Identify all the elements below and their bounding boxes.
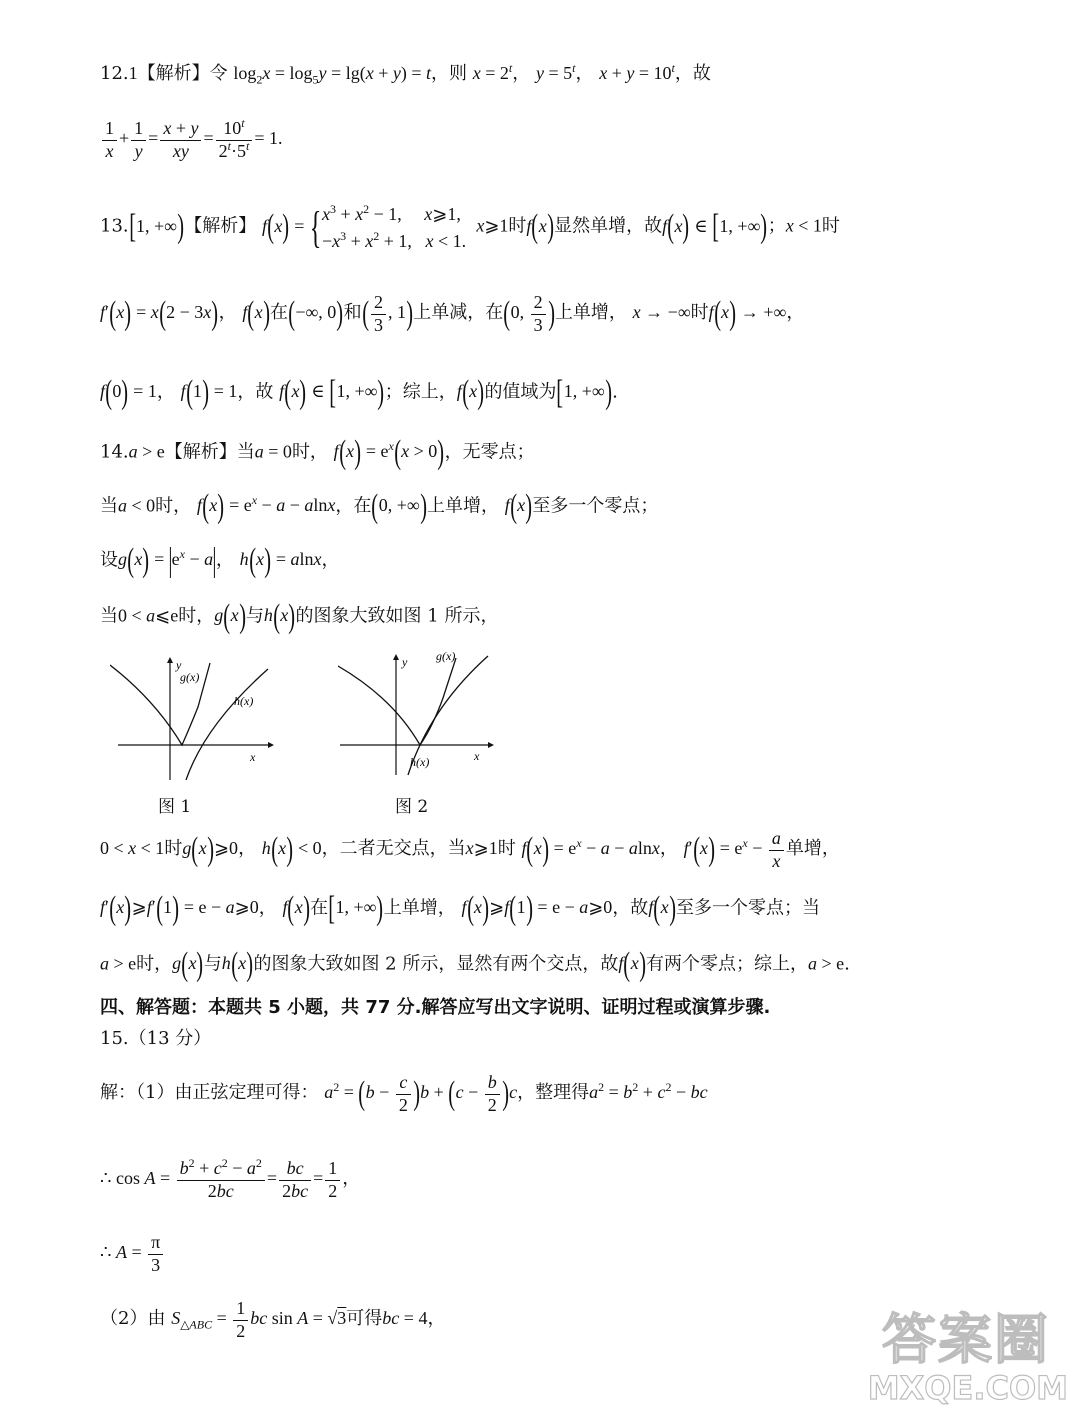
q13-line3 bbox=[100, 372, 618, 415]
frac-bc: $\frac{bc}{2bc}$ bbox=[279, 1158, 311, 1202]
q14-line7 bbox=[100, 944, 850, 987]
q13-range-is: 的值域为 bbox=[484, 381, 557, 403]
frac-10t: $\frac{10^t}{2^t\cdot 5^t}$ bbox=[216, 118, 253, 162]
q13-comma-3: ， bbox=[156, 381, 175, 403]
q14-a-gt-e: a > e bbox=[100, 953, 137, 974]
fig1-y-label: y bbox=[176, 658, 182, 672]
q12-comma-2: ， bbox=[575, 63, 594, 84]
q13-answer: [1, +∞) bbox=[128, 208, 185, 246]
q14-fprime: $f'(x) = e^x$ − $\frac{a}{x}$ bbox=[684, 838, 786, 858]
q14-comma-2: ， bbox=[321, 549, 340, 571]
fig2-x-label: x bbox=[474, 749, 480, 763]
q15-line4 bbox=[100, 1298, 445, 1342]
q14-g-pos: g(x)⩾0 bbox=[182, 830, 239, 868]
q12-end: . bbox=[277, 128, 283, 149]
q14-l5-time2: 时 bbox=[497, 838, 516, 860]
q13-final: [1, +∞) bbox=[556, 374, 612, 411]
fig2-y-arrow bbox=[393, 654, 399, 660]
q15-area: $S_{\triangle ABC}$ = $\frac{1}{2}$ bc sin A = √3 bbox=[171, 1298, 347, 1341]
q14-conclusion: a > e bbox=[808, 953, 845, 974]
q13-limit: x → −∞ bbox=[632, 302, 691, 323]
q14-fx-exp: $f(x) = e^x(x > 0)$ bbox=[333, 434, 445, 471]
q13-therefore: ，故 bbox=[237, 381, 274, 403]
q14-answer: a > e bbox=[128, 441, 165, 462]
q14-comma-1: ， bbox=[215, 549, 234, 571]
figure-1-caption: 图 1 bbox=[158, 797, 192, 817]
q14-line3 bbox=[100, 540, 339, 583]
q13-semi: ； bbox=[767, 215, 786, 237]
figure-2-caption: 图 2 bbox=[395, 797, 429, 817]
q14-l1-no-zero: ，无零点； bbox=[444, 441, 535, 463]
q12-tag: 【解析】 bbox=[137, 63, 210, 84]
q13-limit-2: f(x) → +∞ bbox=[708, 294, 787, 332]
frac-pi3: $\frac{\pi}{3}$ bbox=[148, 1232, 163, 1276]
q14-gx-2: g(x) bbox=[172, 946, 204, 983]
q13-line2 bbox=[100, 292, 804, 336]
q13-comma-1: ， bbox=[218, 302, 237, 324]
q14-fx-6: f(x) bbox=[618, 946, 646, 983]
q15-simplified: $a^2 = b^2 + c^2$ − bc bbox=[589, 1080, 708, 1103]
q13-summary: ；综上， bbox=[384, 381, 457, 403]
q14-fx-def-2: $f(x) = e^x - a - alnx$ bbox=[521, 830, 660, 868]
watermark-logo bbox=[867, 1297, 1070, 1407]
frac-xy: $\frac{x + y}{xy}$ bbox=[160, 118, 201, 162]
watermark-line1: 答案圈 bbox=[882, 1308, 1050, 1371]
fig1-h-label: h(x) bbox=[234, 694, 254, 708]
q13-comma-2: ， bbox=[786, 302, 805, 324]
q14-l4-time: 时， bbox=[178, 605, 215, 627]
q14-l6-on: 在 bbox=[310, 897, 329, 919]
q14-line1 bbox=[100, 432, 535, 475]
q13-inc: 上单增， bbox=[554, 302, 627, 324]
q13-fx-2: f(x) bbox=[242, 294, 270, 332]
q14-l7-and: 与 bbox=[203, 953, 222, 975]
q14-fprime-ge: f′(x)⩾f′(1) = e − a⩾0 bbox=[100, 890, 259, 927]
fig2-g-curve bbox=[338, 658, 456, 745]
q14-l4-text: 的图象大致如图 1 所示， bbox=[295, 605, 499, 627]
q13-on: 在 bbox=[269, 302, 288, 324]
q14-l1-when: 当 bbox=[236, 441, 255, 463]
q14-l6-inc: 上单增， bbox=[383, 897, 456, 919]
q13-and: 和 bbox=[343, 302, 362, 324]
q13-case-text: 时 bbox=[508, 215, 527, 237]
q14-l5-time: 时 bbox=[164, 838, 183, 860]
frac-1-x: $\frac{1}{x}$ bbox=[102, 118, 117, 162]
fig2-g-label: g(x) bbox=[436, 649, 456, 663]
q12-formula-4: $x + y = 10^t$ bbox=[599, 61, 675, 83]
frac-half: $\frac{1}{2}$ bbox=[325, 1158, 340, 1202]
q14-l3-let: 设 bbox=[100, 549, 118, 571]
q15-p4-end: ， bbox=[427, 1308, 446, 1330]
q14-line5 bbox=[100, 828, 840, 872]
q15-p1-pre: 解：（1）由正弦定理可得： bbox=[100, 1082, 319, 1104]
fig1-y-arrow bbox=[167, 657, 173, 663]
q14-x-ge1: x⩾1 bbox=[465, 838, 498, 859]
fig1-x-arrow bbox=[268, 742, 274, 748]
q15-line2: ∴ cos A = $\frac{b^2 + c^2 - a^2}{2bc}$ = $\frac{bc}{2bc}$ = $\frac{1}{2}$ ， bbox=[100, 1156, 361, 1201]
q15-line1 bbox=[100, 1072, 708, 1116]
section-heading: 四、解答题：本题共 5 小题，共 77 分.解答应写出文字说明、证明过程或演算步骤. bbox=[100, 997, 771, 1018]
q12-formula-1: $\log_2x = \log_5y = \lg(x + y) = t$ bbox=[233, 63, 432, 87]
q15-bc4: bc = 4 bbox=[382, 1308, 428, 1329]
figure-2 bbox=[338, 648, 498, 778]
fig2-h-label: h(x) bbox=[410, 755, 430, 769]
q14-l7-text: 的图象大致如图 2 所示，显然有两个交点，故 bbox=[253, 953, 619, 975]
q14-interval-2: [1, +∞) bbox=[328, 890, 384, 927]
q14-fx-def: $f(x) = e^x - a - alnx$ bbox=[196, 488, 336, 525]
q14-l6-so: ，故 bbox=[612, 897, 649, 919]
fig2-y-label: y bbox=[402, 655, 408, 669]
q13-end: . bbox=[612, 381, 618, 403]
q15-therefore-2: ∴ bbox=[100, 1242, 112, 1263]
q14-l2-on: ，在 bbox=[335, 495, 372, 517]
q13-f0: f(0) = 1 bbox=[100, 374, 157, 411]
fig1-g-label: g(x) bbox=[180, 670, 200, 684]
q13-piecewise: f(x) = { $x^3 + x^2 - 1$, x⩾1, $-x^3 + x^2 + 1$, x < 1. bbox=[262, 202, 467, 252]
q14-hx: h(x) bbox=[263, 598, 296, 635]
q14-l5-inc: 单增， bbox=[785, 838, 840, 860]
q14-a-range: 0 < a⩽e bbox=[118, 605, 179, 626]
q15-therefore-1: ∴ bbox=[100, 1168, 112, 1189]
q14-l2-atmost: 至多一个零点； bbox=[532, 495, 659, 517]
q13-interval-1: (−∞, 0) bbox=[288, 294, 344, 332]
q14-l2-when: 当 bbox=[100, 495, 118, 517]
frac-1-y: $\frac{1}{y}$ bbox=[131, 118, 146, 162]
q12-line2: $\frac{1}{x}$ + $\frac{1}{y}$ = $\frac{x + y}{xy}$ = $\frac{10^t}{2^t\cdot 5^t}$ = 1. bbox=[100, 118, 282, 162]
q13-f1: f(1) = 1 bbox=[180, 374, 238, 411]
q13-fx-3: f(x) bbox=[456, 374, 485, 411]
q14-end: . bbox=[844, 953, 850, 975]
q14-g-def: $g(x) = |e^x - a|$ bbox=[118, 542, 217, 579]
q13-cond2: x < 1 bbox=[785, 215, 822, 236]
q14-interval: (0, +∞) bbox=[371, 488, 427, 525]
q14-line6 bbox=[100, 888, 820, 931]
q14-l1-time: 时， bbox=[291, 441, 328, 463]
q14-comma-4: ， bbox=[659, 838, 678, 860]
q15-p4-mid: 可得 bbox=[346, 1308, 383, 1330]
q14-hx-2: h(x) bbox=[221, 946, 254, 983]
fig2-x-arrow bbox=[488, 742, 494, 748]
q14-l4-and: 与 bbox=[245, 605, 264, 627]
q13-fx-1: f(x) bbox=[526, 208, 554, 246]
q12-formula-2: $x = 2^t$ bbox=[472, 61, 513, 83]
q14-fx-ge: f(x)⩾f(1) = e − a⩾0 bbox=[461, 890, 613, 927]
q14-fx-4: f(x) bbox=[282, 890, 310, 927]
q12-comma-1: ， bbox=[512, 63, 531, 84]
fig1-h-curve bbox=[186, 669, 268, 780]
q13-mono-up: 显然单增，故 bbox=[554, 215, 663, 237]
q12-line1 bbox=[100, 62, 711, 86]
q13-interval-2: ( $\frac{2}{3}$ , 1) bbox=[361, 292, 414, 335]
q13-number: 13. bbox=[100, 215, 129, 237]
q14-tag: 【解析】 bbox=[164, 441, 237, 463]
q15-p1-mid: ，整理得 bbox=[517, 1082, 590, 1104]
q14-h-def: h(x) = alnx bbox=[239, 542, 322, 579]
q13-line1 bbox=[100, 200, 840, 255]
q15-head: 15.（13 分） bbox=[100, 1028, 212, 1049]
q15-line3: ∴ A = $\frac{\pi}{3}$ bbox=[100, 1232, 165, 1276]
q12-answer: 1 bbox=[128, 63, 138, 83]
q15-p2-end: ， bbox=[342, 1168, 361, 1189]
q14-number: 14. bbox=[100, 441, 129, 463]
figure-1 bbox=[110, 655, 275, 785]
q12-number: 12. bbox=[100, 63, 129, 84]
q14-h-neg: h(x) < 0 bbox=[261, 830, 322, 868]
q13-fx-range-2: f(x) ∈ [1, +∞) bbox=[279, 374, 385, 411]
q14-l6-atmost: 至多一个零点；当 bbox=[675, 897, 820, 919]
q12-let: 令 bbox=[209, 63, 228, 84]
q14-line4 bbox=[100, 596, 498, 639]
q13-fx-range: f(x) ∈ [1, +∞) bbox=[662, 208, 768, 246]
q14-l2-inc: 上单增， bbox=[427, 495, 499, 517]
q14-l2-time: 时， bbox=[155, 495, 192, 517]
q14-line2 bbox=[100, 486, 658, 529]
q13-derivative: f′(x) = x(2 − 3x) bbox=[100, 294, 219, 332]
q14-fx-a: f(x) bbox=[504, 488, 533, 525]
q12-formula-3: $y = 5^t$ bbox=[536, 61, 576, 83]
q14-a-neg: a < 0 bbox=[118, 495, 156, 516]
q14-x-range: 0 < x < 1 bbox=[100, 838, 165, 859]
watermark-line2: MXQE.COM bbox=[867, 1369, 1068, 1407]
q13-when-fx: 时 bbox=[690, 302, 709, 324]
q14-a0: a = 0 bbox=[254, 441, 292, 462]
q14-comma-3: ， bbox=[238, 838, 257, 860]
q14-l4-when: 当 bbox=[100, 605, 118, 627]
q13-cond: x⩾1 bbox=[476, 215, 509, 236]
q13-interval-3: (0, $\frac{2}{3}$ ) bbox=[503, 292, 555, 335]
q14-comma-5: ， bbox=[258, 897, 277, 919]
q15-law-of-sines: $a^2 = (b$ − $\frac{c}{2}$ )b + (c − $\frac{b}{2}$ )c bbox=[324, 1072, 518, 1115]
q14-fx-5: f(x) bbox=[648, 890, 676, 927]
q14-l7-two: 有两个零点；综上， bbox=[646, 953, 809, 975]
fig1-x-label: x bbox=[250, 750, 256, 764]
q12-so: ，故 bbox=[674, 63, 711, 84]
q14-gx: g(x) bbox=[214, 598, 246, 635]
q15-p4-pre: （2）由 bbox=[100, 1308, 166, 1330]
q13-dec: 上单减，在 bbox=[413, 302, 504, 324]
q14-l5-noint: ，二者无交点，当 bbox=[321, 838, 466, 860]
q13-when: 时 bbox=[821, 215, 840, 237]
q13-tag: 【解析】 bbox=[184, 215, 257, 237]
frac-cosA: $\frac{b^2 + c^2 - a^2}{2bc}$ bbox=[177, 1158, 265, 1202]
q12-then: ，则 bbox=[431, 63, 468, 84]
q14-l7-time: 时， bbox=[136, 953, 173, 975]
